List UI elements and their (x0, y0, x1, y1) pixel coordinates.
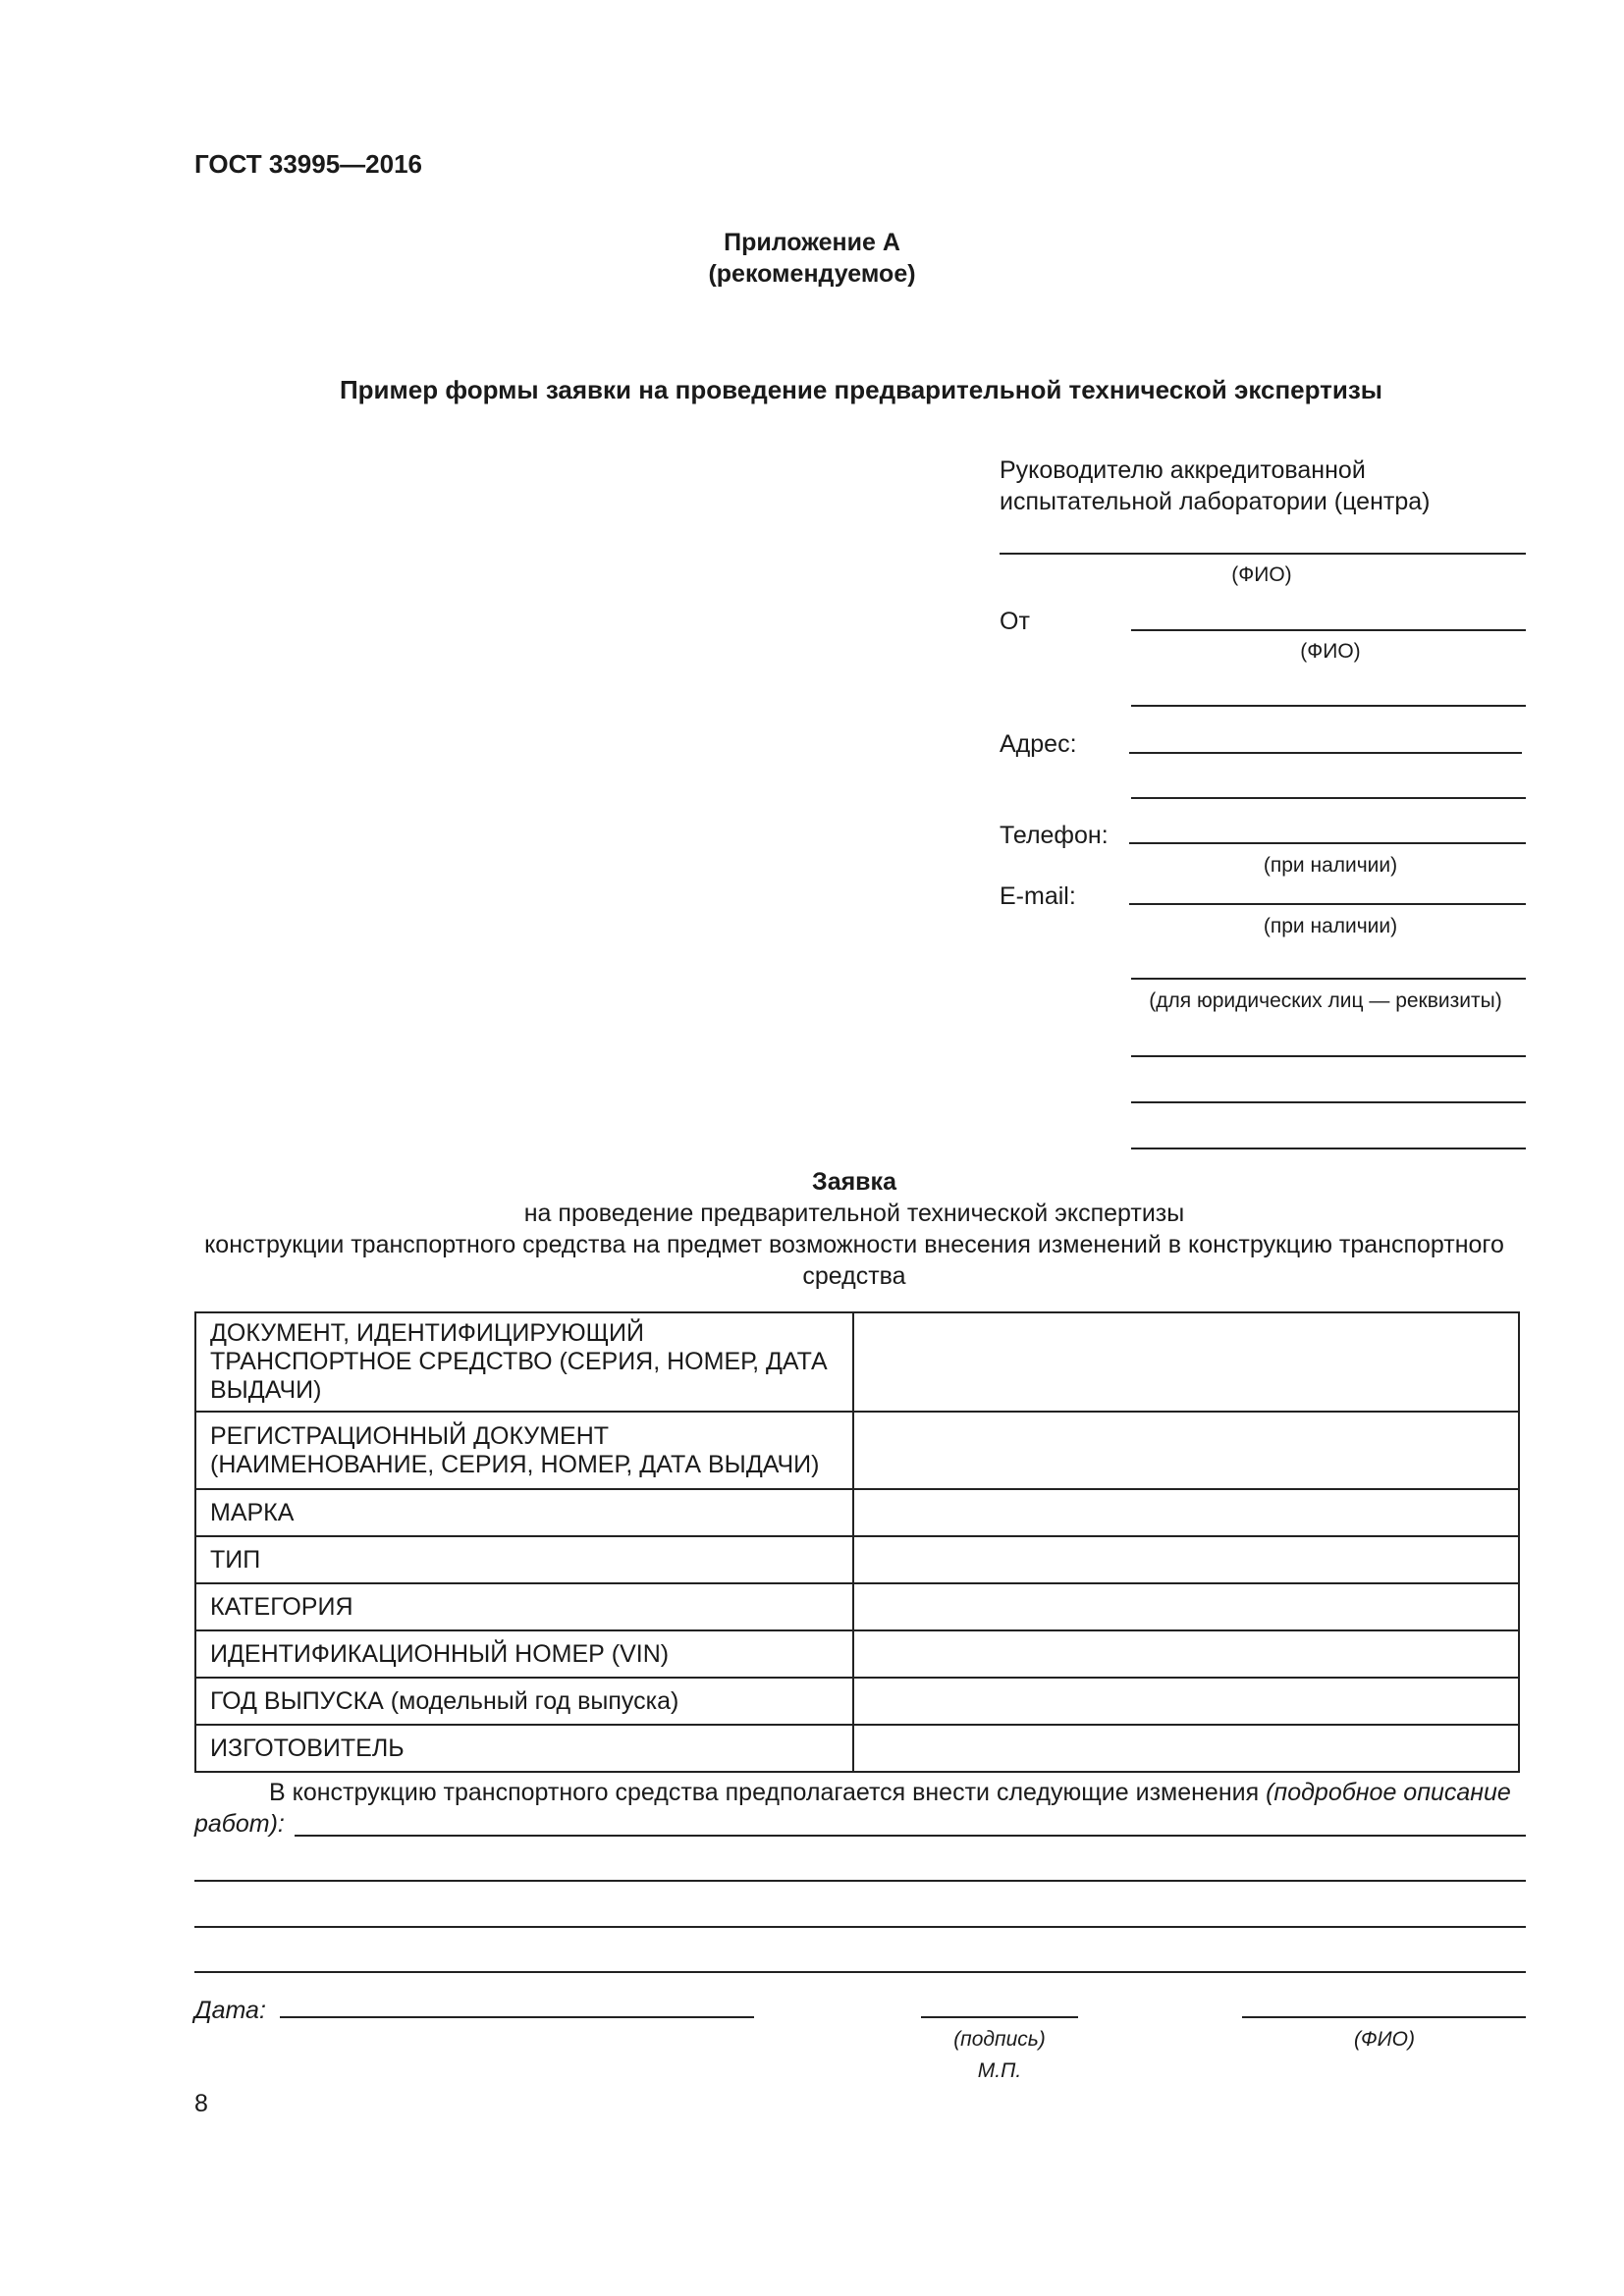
changes-italic-2: работ): (194, 1810, 285, 1838)
request-line-3: средства (802, 1262, 906, 1290)
request-title: Заявка (812, 1168, 896, 1196)
changes-text: В конструкцию транспортного средства предполагается внести следующие изменения (269, 1779, 1260, 1806)
row-label-category: КАТЕГОРИЯ (195, 1583, 853, 1630)
form-title: Пример формы заявки на проведение предварительной технической экспертизы (339, 375, 1382, 404)
table-row (195, 1536, 1519, 1583)
page-number: 8 (194, 2090, 208, 2117)
row-label-year: ГОД ВЫПУСКА (модельный год выпуска) (195, 1678, 853, 1725)
request-line-2: конструкции транспортного средства на предмет возможности внесения изменений в конструкцию транспортного (204, 1231, 1504, 1258)
changes-description (194, 1777, 1520, 1840)
changes-line-3[interactable] (194, 1926, 1526, 1928)
row-label-id-document: ДОКУМЕНТ, ИДЕНТИФИЦИРУЮЩИЙ ТРАНСПОРТНОЕ СРЕДСТВО (СЕРИЯ, НОМЕР, ДАТА ВЫДАЧИ) (195, 1312, 853, 1412)
date-line[interactable] (280, 2016, 754, 2018)
address-line-2[interactable] (1131, 797, 1526, 799)
legal-line-2[interactable] (1131, 1055, 1526, 1057)
request-line-1: на проведение предварительной технической экспертизы (523, 1200, 1185, 1227)
row-value-manufacturer[interactable] (853, 1725, 1519, 1772)
from-line-2[interactable] (1131, 705, 1526, 707)
phone-label: Телефон: (1000, 822, 1109, 849)
email-caption: (при наличии) (1263, 915, 1398, 937)
date-label: Дата: (194, 1997, 266, 2024)
row-label-vin: ИДЕНТИФИКАЦИОННЫЙ НОМЕР (VIN) (195, 1630, 853, 1678)
changes-line-1[interactable] (295, 1835, 1526, 1837)
address-label: Адрес: (1000, 730, 1077, 758)
fio-caption-1: (ФИО) (1231, 563, 1292, 586)
addressee-fio-line[interactable] (1000, 553, 1526, 555)
table-row (195, 1678, 1519, 1725)
row-label-type: ТИП (195, 1536, 853, 1583)
table-row (195, 1725, 1519, 1772)
email-line[interactable] (1129, 903, 1526, 905)
row-value-make[interactable] (853, 1489, 1519, 1536)
appendix-subtitle: (рекомендуемое) (708, 260, 916, 288)
row-value-type[interactable] (853, 1536, 1519, 1583)
document-code: ГОСТ 33995—2016 (194, 149, 422, 179)
row-value-id-document[interactable] (853, 1312, 1519, 1412)
table-row (195, 1583, 1519, 1630)
legal-line-3[interactable] (1131, 1101, 1526, 1103)
changes-line-2[interactable] (194, 1880, 1526, 1882)
appendix-title: Приложение А (724, 229, 900, 256)
table-row (195, 1412, 1519, 1489)
signatory-fio-line[interactable] (1242, 2016, 1526, 2018)
row-value-registration-document[interactable] (853, 1412, 1519, 1489)
appendix-heading (0, 227, 1624, 290)
row-label-registration-document: РЕГИСТРАЦИОННЫЙ ДОКУМЕНТ (НАИМЕНОВАНИЕ, СЕРИЯ, НОМЕР, ДАТА ВЫДАЧИ) (195, 1412, 853, 1489)
fio-caption-2: (ФИО) (1300, 640, 1361, 663)
signature-line[interactable] (921, 2016, 1078, 2018)
from-label: От (1000, 608, 1030, 635)
row-value-year[interactable] (853, 1678, 1519, 1725)
legal-line[interactable] (1131, 978, 1526, 980)
legal-caption: (для юридических лиц — реквизиты) (1149, 989, 1502, 1012)
row-label-manufacturer: ИЗГОТОВИТЕЛЬ (195, 1725, 853, 1772)
table-row (195, 1489, 1519, 1536)
request-heading (177, 1166, 1532, 1292)
legal-line-4[interactable] (1131, 1148, 1526, 1149)
from-line[interactable] (1131, 629, 1526, 631)
addressee-line-2: испытательной лаборатории (центра) (1000, 488, 1431, 515)
phone-line[interactable] (1129, 842, 1526, 844)
addressee-line-1: Руководителю аккредитованной (1000, 456, 1366, 484)
signatory-fio-caption: (ФИО) (1353, 2028, 1416, 2051)
email-label: E-mail: (1000, 882, 1076, 910)
changes-line-4[interactable] (194, 1971, 1526, 1973)
row-value-vin[interactable] (853, 1630, 1519, 1678)
vehicle-data-table (194, 1311, 1520, 1773)
changes-italic: (подробное описание (1266, 1779, 1511, 1806)
row-value-category[interactable] (853, 1583, 1519, 1630)
table-row (195, 1312, 1519, 1412)
address-line[interactable] (1129, 752, 1522, 754)
phone-caption: (при наличии) (1263, 854, 1398, 877)
signature-caption: (подпись) (953, 2028, 1046, 2051)
row-label-make: МАРКА (195, 1489, 853, 1536)
stamp-label: М.П. (977, 2059, 1022, 2082)
table-row (195, 1630, 1519, 1678)
